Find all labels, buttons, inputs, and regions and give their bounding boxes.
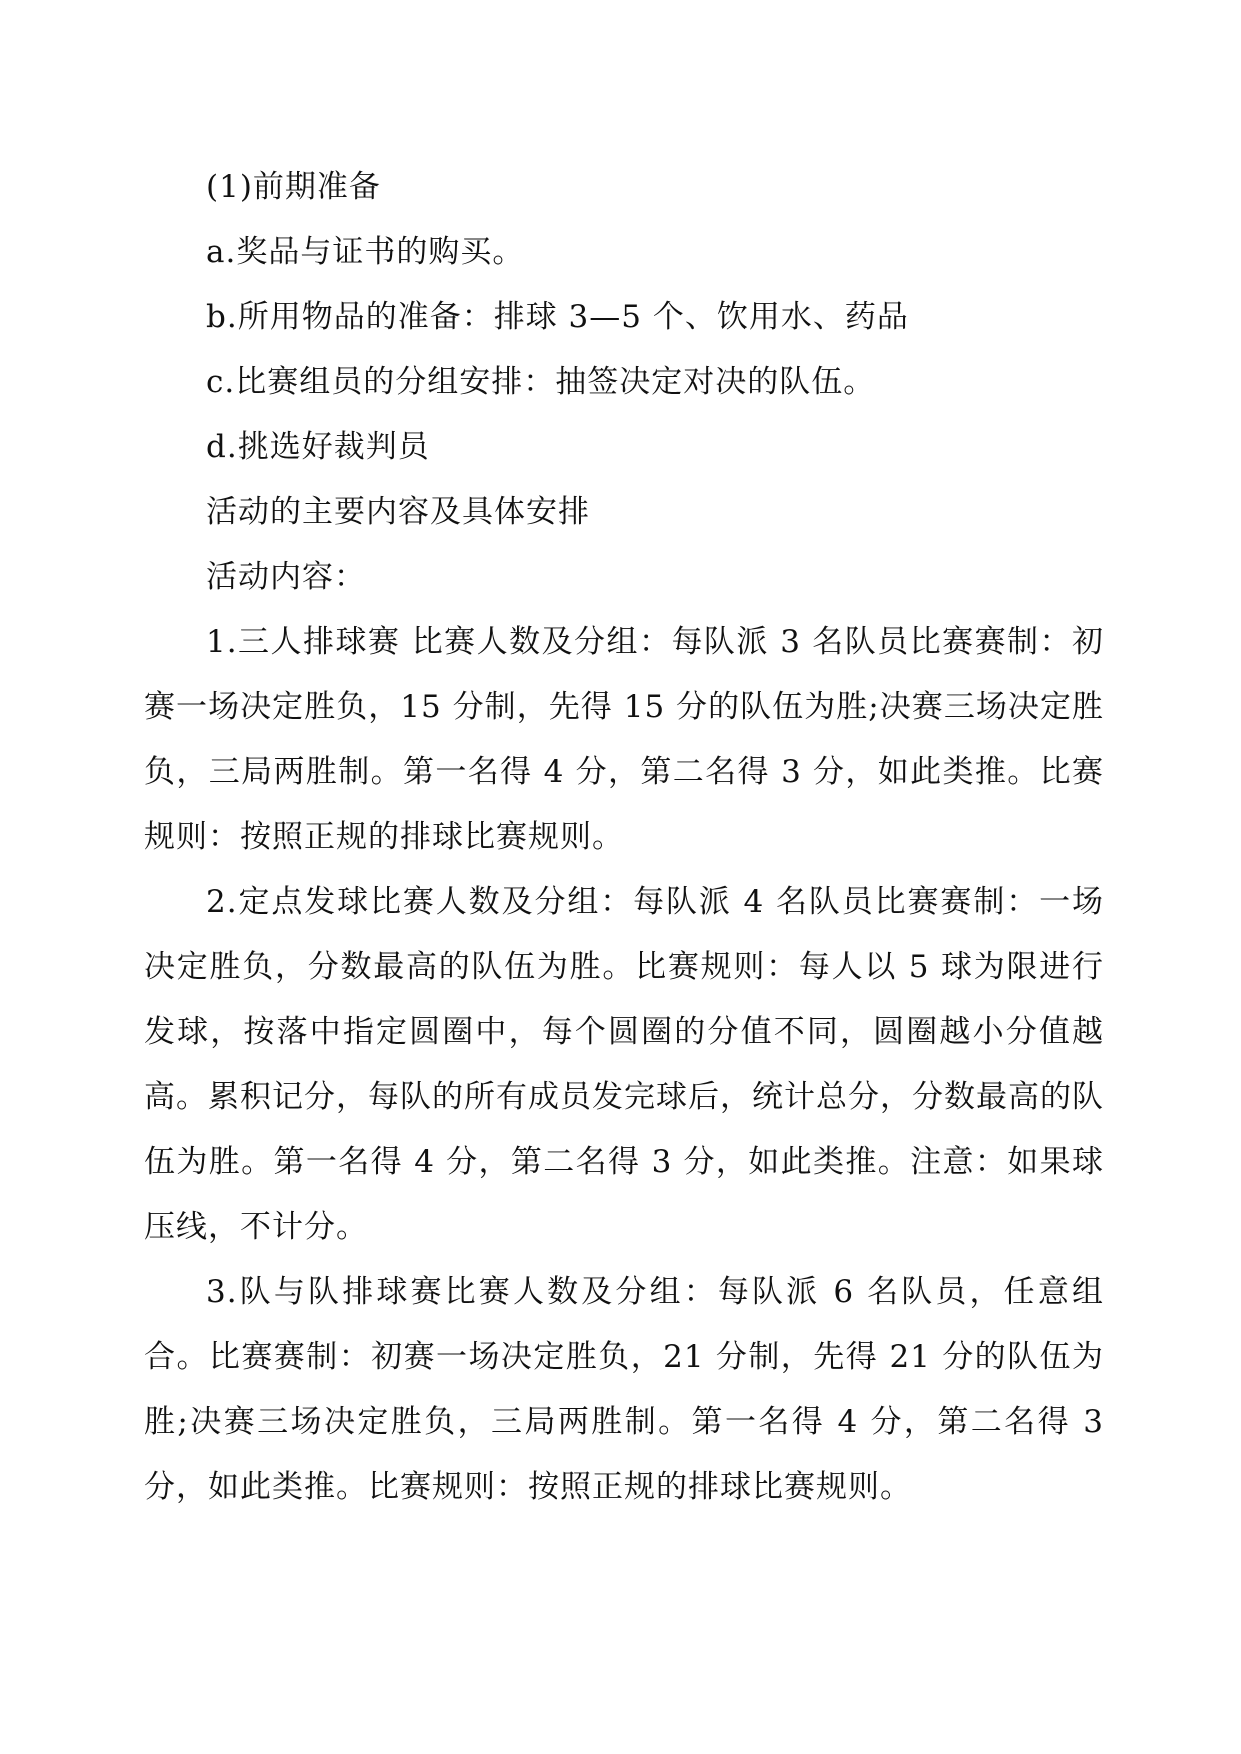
- paragraph-item-c: c.比赛组员的分组安排：抽签决定对决的队伍。: [206, 364, 876, 400]
- paragraph-activity-content-label: 活动内容：: [206, 559, 366, 595]
- paragraph-preparation-heading: (1)前期准备: [206, 169, 381, 205]
- paragraph-event-3: 3.队与队排球赛比赛人数及分组：每队派 6 名队员，任意组合。比赛赛制：初赛一场决定胜负，21 分制，先得 21 分的队伍为胜;决赛三场决定胜负，三局两胜制。第一名得 4 分，第二名得 3 分，如此类推。比赛规则：按照正规的排球比赛规则。: [144, 1274, 1104, 1505]
- paragraph-event-2: 2.定点发球比赛人数及分组：每队派 4 名队员比赛赛制：一场决定胜负，分数最高的队伍为胜。比赛规则：每人以 5 球为限进行发球，按落中指定圆圈中，每个圆圈的分值不同，圆圈越小分值越高。累积记分，每队的所有成员发完球后，统计总分，分数最高的队伍为胜。第一名得 4 分，第二名得 3 分，如此类推。注意：如果球压线，不计分。: [144, 884, 1104, 1245]
- paragraph-main-content-heading: 活动的主要内容及具体安排: [206, 494, 590, 530]
- paragraph-item-a: a.奖品与证书的购买。: [206, 234, 525, 270]
- paragraph-event-1: 1.三人排球赛 比赛人数及分组：每队派 3 名队员比赛赛制：初赛一场决定胜负，15 分制，先得 15 分的队伍为胜;决赛三场决定胜负，三局两胜制。第一名得 4 分，第二名得 3 分，如此类推。比赛规则：按照正规的排球比赛规则。: [144, 624, 1105, 855]
- paragraph-item-d: d.挑选好裁判员: [206, 429, 430, 465]
- paragraph-item-b: b.所用物品的准备：排球 3—5 个、饮用水、药品: [206, 299, 909, 335]
- document-body: [144, 155, 1104, 1520]
